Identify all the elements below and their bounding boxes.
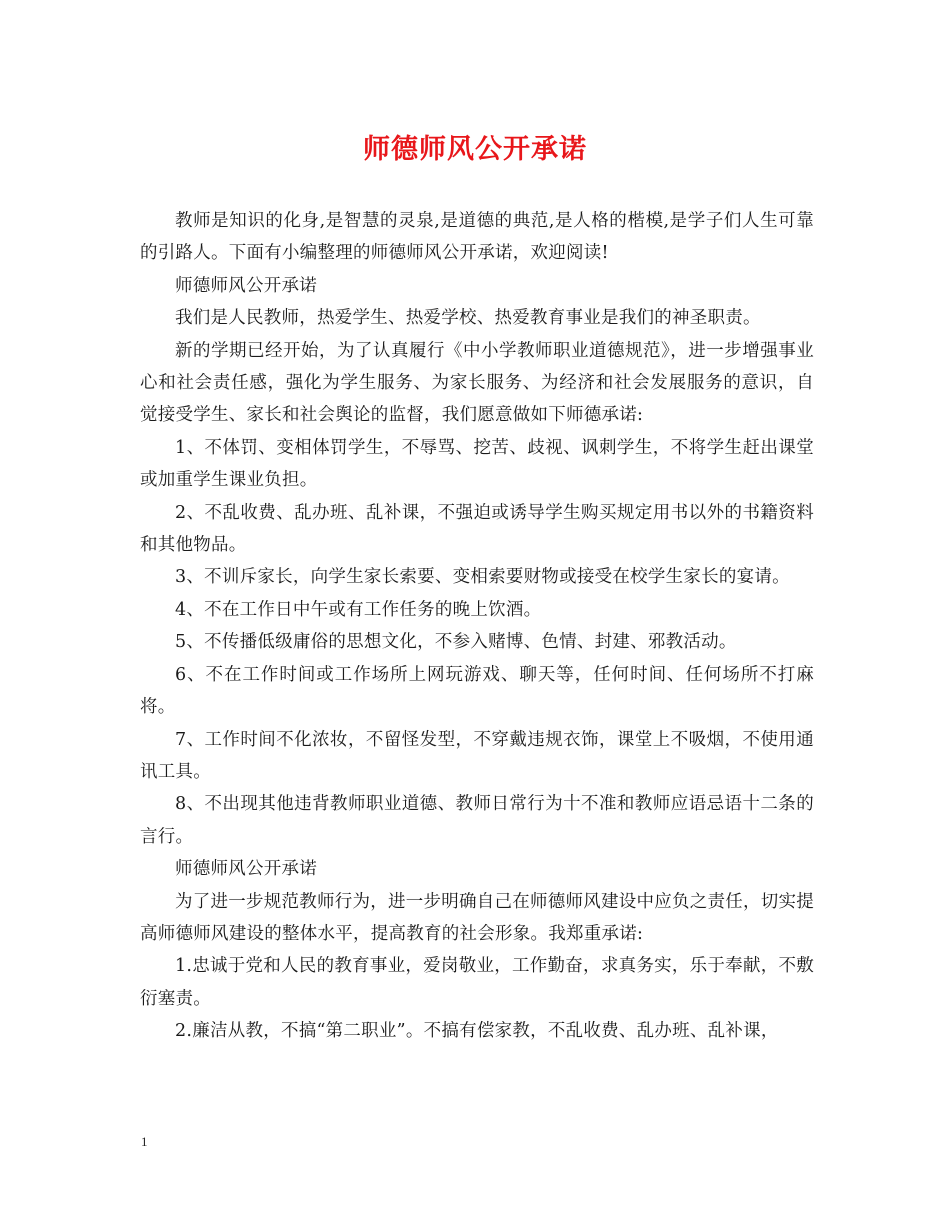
document-title: 师德师风公开承诺	[363, 134, 587, 165]
list-item: 2、不乱收费、乱办班、乱补课，不强迫或诱导学生购买规定用书以外的书籍资料和其他物品。	[140, 502, 814, 556]
list-item: 8、不出现其他违背教师职业道德、教师日常行为十不准和教师应语忌语十二条的言行。	[140, 794, 814, 847]
paragraph: 我们是人民教师，热爱学生、热爱学校、热爱教育事业是我们的神圣职责。	[175, 308, 761, 329]
list-item: 3、不训斥家长，向学生家长索要、变相索要财物或接受在校学生家长的宴请。	[175, 567, 790, 588]
section-heading: 师德师风公开承诺	[175, 859, 317, 880]
document-body	[140, 205, 814, 1048]
list-item: 2.廉洁从教，不搞“第二职业”。不搞有偿家教，不乱收费、乱办班、乱补课，	[175, 1021, 779, 1042]
paragraph: 新的学期已经开始，为了认真履行《中小学教师职业道德规范》，进一步增强事业心和社会责任感，强化为学生服务、为家长服务、为经济和社会发展服务的意识，自觉接受学生、家长和社会舆论的监督，我们愿意做如下师德承诺:	[140, 340, 814, 426]
list-item: 1.忠诚于党和人民的教育事业，爱岗敬业，工作勤奋，求真务实，乐于奉献，不敷衍塞责。	[140, 956, 814, 1009]
list-item: 7、工作时间不化浓妆，不留怪发型，不穿戴违规衣饰，课堂上不吸烟，不使用通讯工具。	[140, 729, 814, 782]
list-item: 1、不体罚、变相体罚学生，不辱骂、挖苦、歧视、讽刺学生，不将学生赶出课堂或加重学生课业负担。	[140, 437, 814, 491]
paragraph-intro: 教师是知识的化身,是智慧的灵泉,是道德的典范,是人格的楷模,是学子们人生可靠的引路人。下面有小编整理的师德师风公开承诺，欢迎阅读!	[140, 211, 814, 264]
paragraph: 为了进一步规范教师行为，进一步明确自己在师德师风建设中应负之责任，切实提高师德师风建设的整体水平，提高教育的社会形象。我郑重承诺:	[140, 891, 814, 944]
list-item: 4、不在工作日中午或有工作任务的晚上饮酒。	[175, 599, 542, 620]
page-number: 1	[141, 1134, 148, 1149]
list-item: 6、不在工作时间或工作场所上网玩游戏、聊天等，任何时间、任何场所不打麻将。	[140, 664, 814, 718]
list-item: 5、不传播低级庸俗的思想文化，不参入赌博、色情、封建、邪教活动。	[175, 632, 737, 653]
section-heading: 师德师风公开承诺	[175, 275, 317, 296]
